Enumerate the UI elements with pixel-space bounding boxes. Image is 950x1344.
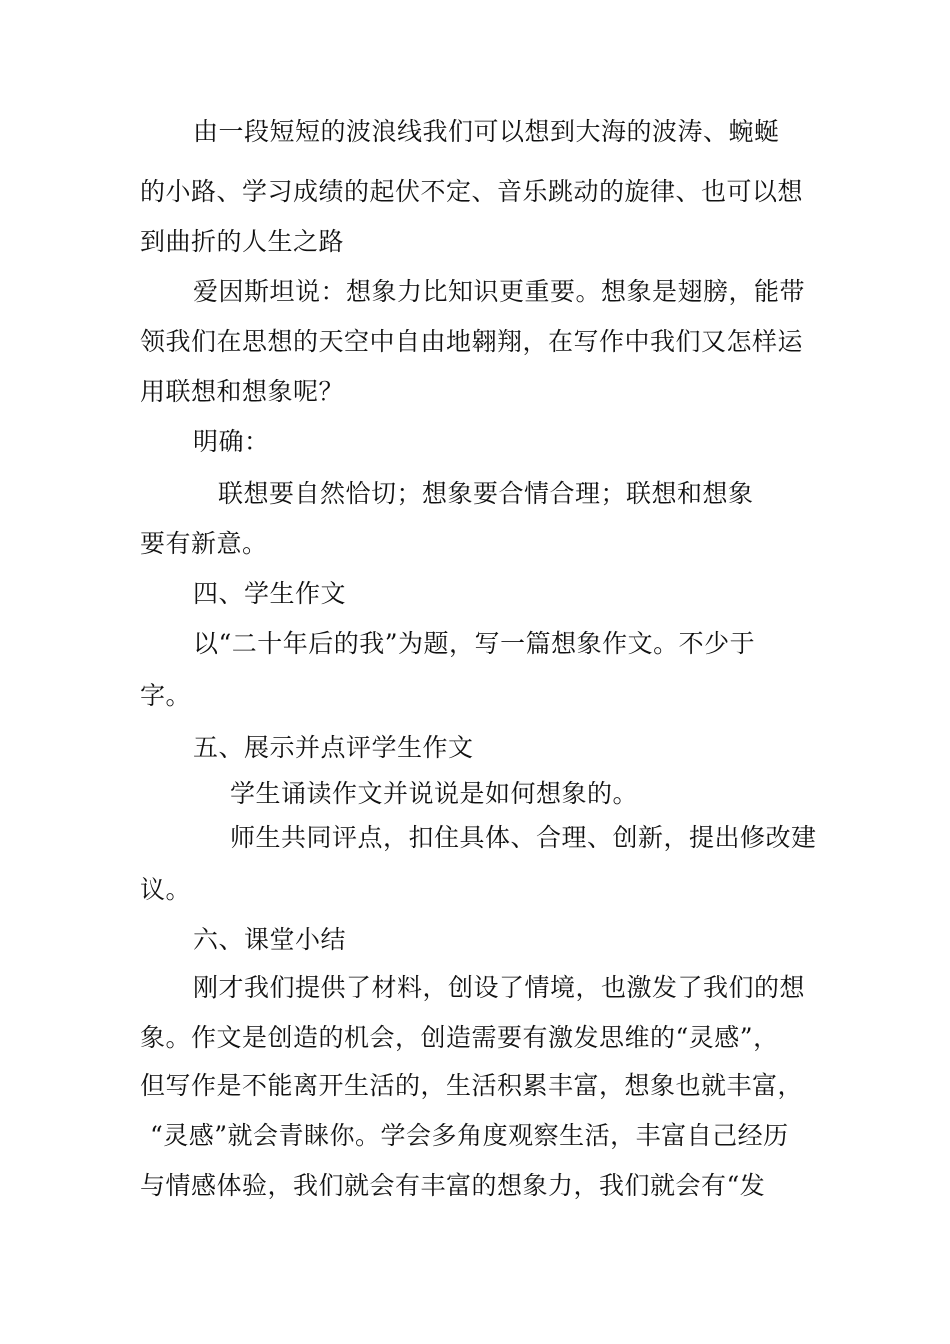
paragraph-line: 领我们在思想的天空中自由地翱翔，在写作中我们又怎样运 bbox=[140, 327, 804, 356]
paragraph-line: 但写作是不能离开生活的，生活积累丰富，想象也就丰富， bbox=[140, 1071, 804, 1100]
section-heading: 五、展示并点评学生作文 bbox=[193, 733, 474, 762]
paragraph-line: 用联想和想象呢？ bbox=[140, 377, 345, 406]
paragraph-line: 象。作文是创造的机会，创造需要有激发思维的“灵感”， bbox=[140, 1023, 779, 1052]
section-heading: 六、课堂小结 bbox=[193, 925, 347, 954]
paragraph-line: 由一段短短的波浪线我们可以想到大海的波涛、蜿蜒 bbox=[193, 117, 780, 146]
paragraph-line: 与情感体验，我们就会有丰富的想象力，我们就会有“发 bbox=[140, 1171, 766, 1200]
paragraph-line: 联想要自然恰切；想象要合情合理；联想和想象 bbox=[218, 479, 754, 508]
paragraph-line: 的小路、学习成绩的起伏不定、音乐跳动的旋律、也可以想 bbox=[140, 177, 804, 206]
paragraph-line: 字。 bbox=[140, 681, 192, 710]
paragraph-line: 爱因斯坦说：想象力比知识更重要。想象是翅膀，能带 bbox=[193, 277, 806, 306]
paragraph-line: “灵感”就会青睐你。学会多角度观察生活，丰富自己经历 bbox=[150, 1121, 789, 1150]
paragraph-line: 刚才我们提供了材料，创设了情境，也激发了我们的想 bbox=[193, 973, 806, 1002]
section-heading: 四、学生作文 bbox=[193, 579, 347, 608]
paragraph-line: 学生诵读作文并说说是如何想象的。 bbox=[230, 779, 639, 808]
paragraph-line: 师生共同评点，扣住具体、合理、创新，提出修改建 bbox=[230, 823, 817, 852]
paragraph-line: 明确： bbox=[193, 427, 270, 456]
paragraph-line: 以“二十年后的我”为题，写一篇想象作文。不少于 bbox=[193, 629, 756, 658]
paragraph-line: 到曲折的人生之路 bbox=[140, 227, 345, 256]
paragraph-line: 要有新意。 bbox=[140, 529, 268, 558]
paragraph-line: 议。 bbox=[140, 875, 192, 904]
